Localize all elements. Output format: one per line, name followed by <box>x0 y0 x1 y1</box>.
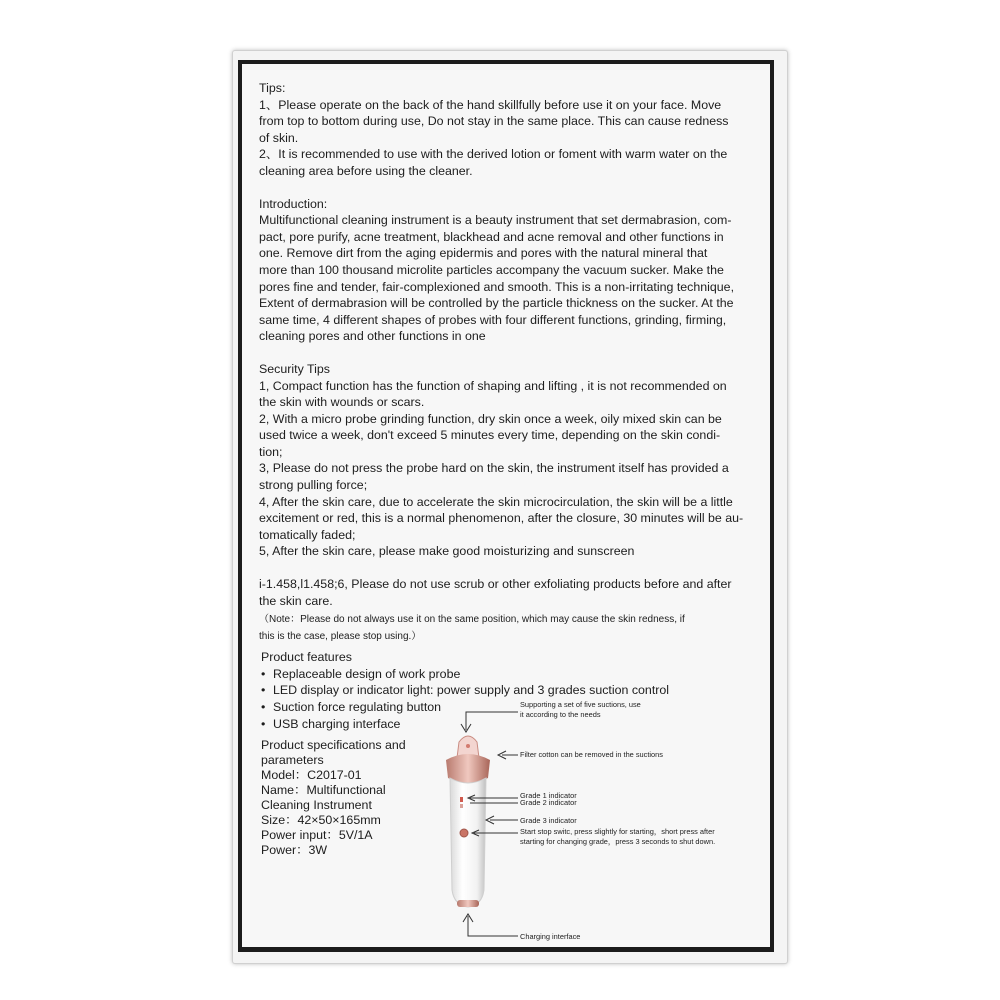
feature-text: LED display or indicator light: power supply and 3 grades suction control <box>273 683 670 698</box>
tips-line: of skin. <box>259 130 299 145</box>
device-diagram <box>430 700 790 950</box>
feature-text: Replaceable design of work probe <box>273 666 461 681</box>
spec-line: Name：Multifunctional <box>261 783 386 797</box>
security-line: the skin with wounds or scars. <box>259 395 425 410</box>
introduction-line: Multifunctional cleaning instrument is a beauty instrument that set dermabrasion, com- <box>259 213 732 228</box>
tips-line: from top to bottom during use, Do not stay in the same place. This can cause redness <box>259 114 729 129</box>
spec-line: parameters <box>261 753 324 767</box>
security-line: 4, After the skin care, due to accelerate the skin microcirculation, the skin will be a little <box>259 494 733 509</box>
extra-line: i-1.458,l1.458;6, Please do not use scrub or other exfoliating products before and after <box>259 577 732 592</box>
extra-line: the skin care. <box>259 593 333 608</box>
callout-charging: Charging interface <box>520 932 581 941</box>
introduction-line: Extent of dermabrasion will be controlled by the particle thickness on the sucker. At the <box>259 296 734 311</box>
callout-text: Supporting a set of five suctions, use <box>520 700 641 709</box>
security-heading: Security Tips <box>259 361 330 376</box>
bullet-icon: • <box>261 700 266 714</box>
callout-text: starting for changing grade，press 3 seconds to shut down. <box>520 837 716 846</box>
callout-grade3: Grade 3 indicator <box>520 816 577 825</box>
introduction-line: cleaning pores and other functions in one <box>259 329 486 344</box>
tips-heading: Tips: <box>259 81 286 95</box>
security-line: 5, After the skin care, please make good moisturizing and sunscreen <box>259 544 635 559</box>
security-line: 2, With a micro probe grinding function, dry skin once a week, oily mixed skin can be <box>259 411 722 426</box>
spec-line: Product specifications and <box>261 738 406 752</box>
spec-line: Size：42×50×165mm <box>261 813 381 827</box>
spec-line: Power：3W <box>261 843 328 857</box>
introduction-line: pact, pore purify, acne treatment, blackhead and acne removal and other functions in <box>259 229 724 244</box>
callout-switch <box>520 827 715 847</box>
security-line: used twice a week, don't exceed 5 minutes every time, depending on the skin condi- <box>259 428 721 443</box>
callout-filter: Filter cotton can be removed in the suctions <box>520 750 663 759</box>
tips-line: cleaning area before using the cleaner. <box>259 163 473 178</box>
feature-text: Suction force regulating button <box>273 700 442 714</box>
security-line: excitement or red, this is a normal phenomenon, after the closure, 30 minutes will be au- <box>259 511 744 526</box>
features-heading: Product features <box>261 650 352 665</box>
spec-line: Cleaning Instrument <box>261 798 372 812</box>
introduction-line: same time, 4 different shapes of probes with four different functions, grinding, firming, <box>259 312 727 327</box>
bullet-icon: • <box>261 683 266 698</box>
tips-line: 1、Please operate on the back of the hand skillfully before use it on your face. Move <box>259 97 722 112</box>
tips-line: 2、It is recommended to use with the derived lotion or foment with warm water on the <box>259 147 728 162</box>
device-illustration <box>430 700 790 950</box>
callout-text: Start stop switc, press slightly for starting，short press after <box>520 827 715 836</box>
callout-grade1: Grade 1 indicator <box>520 791 577 800</box>
spec-line: Model：C2017-01 <box>261 768 362 782</box>
feature-text: USB charging interface <box>273 716 401 731</box>
security-line: tomatically faded; <box>259 527 356 542</box>
security-line: strong pulling force; <box>259 478 368 493</box>
note-line: （Note：Please do not always use it on the same position, which may cause the skin redness, if <box>259 614 685 626</box>
introduction-line: more than 100 thousand microlite particles accompany the vacuum sucker. Make the <box>259 262 724 277</box>
security-line: 3, Please do not press the probe hard on the skin, the instrument itself has provided a <box>259 461 729 476</box>
specifications <box>261 738 436 858</box>
feature-item <box>259 666 774 683</box>
introduction-line: pores fine and tender, fair-complexioned and smooth. This is a non-irritating technique, <box>259 279 735 294</box>
security-line: tion; <box>259 444 283 459</box>
callout-text: it according to the needs <box>520 710 601 719</box>
callout-suctions <box>520 700 641 720</box>
callout-grade2: Grade 2 indicator <box>520 798 577 807</box>
feature-item <box>259 682 774 699</box>
introduction-line: one. Remove dirt from the aging epidermis and pores with the natural mineral that <box>259 246 708 261</box>
introduction-heading: Introduction: <box>259 196 328 211</box>
bullet-icon: • <box>261 666 266 681</box>
bullet-icon: • <box>261 716 266 731</box>
security-line: 1, Compact function has the function of shaping and lifting , it is not recommended on <box>259 378 727 393</box>
spec-line: Power input：5V/1A <box>261 828 373 842</box>
instruction-text <box>259 80 774 732</box>
note-line: this is the case, please stop using.） <box>259 631 422 643</box>
